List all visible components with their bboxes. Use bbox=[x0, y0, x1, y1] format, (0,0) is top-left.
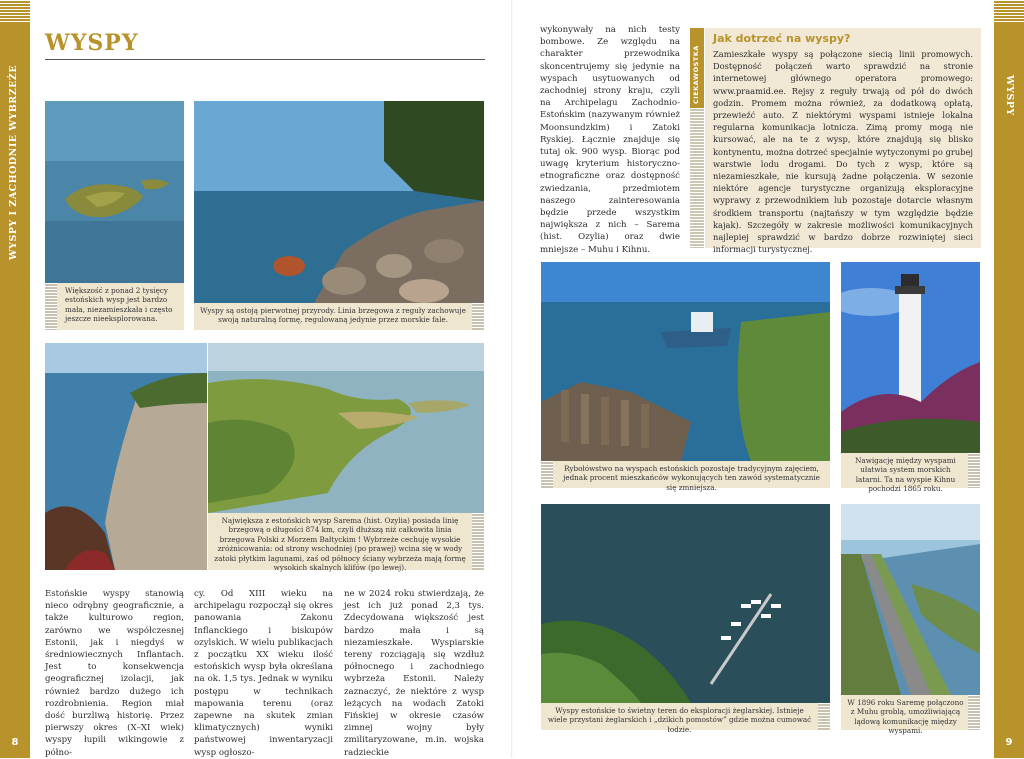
photo-marina bbox=[541, 504, 830, 703]
text-column-1: Estońskie wyspy stanowią nieco odrębny geograficznie, a także kulturowo region, zarówno we współczesnej Estonii, jak i niegdyś w średniowiecznych Inflantach. Jest to konsekwencja geograficznej izolacji, jak również bardzo dużego ich rozdrobnienia. Region miał dość burzliwą historię. Przez pierwszy okres (X–XI wiek) wyspy łupili wikingowie z półno- bbox=[45, 589, 184, 758]
page-number-left: 8 bbox=[11, 737, 19, 748]
caption-5: Nawigację między wyspami ułatwia system morskich latarni. Ta na wyspie Kihnu pochodzi 1865 roku. bbox=[841, 453, 980, 488]
left-sidebar bbox=[0, 0, 30, 758]
text-column-3: ne w 2024 roku stwierdzają, że jest ich już ponad 2,3 tys. Zdecydowana większość jest bardzo mała i są niezamieszkałe. Wyspiarskie tereny rozciągają się wzdłuż północnego i zachodniego wybrzeża Estonii. Należy zaznaczyć, że niektóre z wysp leżących na wodach Zatoki Fińskiej w okresie czasów zimnej wojny były zmilitaryzowane, m.in. wojska radzieckie bbox=[344, 589, 484, 758]
caption-7: W 1896 roku Saremę połączono z Muhu groblą, umożliwiającą lądową komunikację między wyspami. bbox=[841, 695, 980, 730]
caption-1: Większość z ponad 2 tysięcy estońskich wysp jest bardzo mała, niezamieszkała i często jeszcze nieeksplorowana. bbox=[45, 283, 184, 330]
right-side-label: WYSPY bbox=[1004, 75, 1015, 116]
caption-6: Wyspy estońskie to świetny teren do eksploracji żeglarskiej. Istnieje wiele przystani żeglarskich i „dzikich pomostów” gdzie można cumować łodzie. bbox=[541, 703, 830, 730]
info-box-heading: Jak dotrzeć na wyspy? bbox=[713, 32, 851, 45]
ciekawostka-tag: CIEKAWOSTKA bbox=[690, 28, 704, 108]
photo-cliff bbox=[45, 343, 207, 570]
text-column-2: cy. Od XIII wieku na archipelagu rozpoczął się okres panowania Zakonu Inflanckiego i biskupów ozylskich. W wielu publikacjach z początku XX wieku ilość estońskich wysp była określana na ok. 1,5 tys. Jednak w wyniku postępu w technikach mapowania terenu (oraz zapewne na skutek zmian klimatycznych) wyniki państwowej inwentaryzacji wysp ogłoszo- bbox=[194, 589, 333, 758]
photo-lighthouse bbox=[841, 262, 980, 453]
photo-causeway bbox=[841, 504, 980, 695]
photo-rocky-shore bbox=[194, 101, 484, 303]
info-box bbox=[705, 28, 981, 255]
caption-4: Rybołówstwo na wyspach estońskich pozostaje tradycyjnym zajęciem, jednak procent mieszkańców wykonujących ten zawód systematycznie się zmniejsza. bbox=[541, 461, 830, 488]
caption-3: Największa z estońskich wysp Sarema (hist. Ozylia) posiada linię brzegową o długości 874 km, czyli dłuższą niż całkowita linia brzegowa Polski z Morzem Bałtyckim ! Wybrzeże cechuję wysokie zróżnicowania: od strony wschodniej (po prawej) wcina się w wody zatoki płytkim lagunami, zaś od północy ściany wybrzeża mają formę wysokich skalnych klifów (po lewej). bbox=[208, 513, 484, 570]
info-box-text: Zamieszkałe wyspy są połączone siecią linii promowych. Dostępność połączeń warto sprawdzić na stronie internetowej głównego operatora promowego: www.praamid.ee. Rejsy z reguły trwają od pół do dwóch godzin. Promem można również, za dodatkową opłatą, przewieźć auto. Z niektórymi wyspami istnieje lokalna regularna komunikacja lotnicza. Zimą promy mogą nie kursować, ale na te z wysp, które znajdują się blisko kontynentu, można dotrzeć specjalnie wytyczonymi po grubej warstwie lodu drogami. Do tych z wysp, które są niezamieszkałe, nie kursują żadne połączenia. W sezonie niektóre agencje turystyczne organizują eksploracyjne wyprawy z przewodnikiem lub pozostaje dotarcie własnym środkiem transportu (najtańszy w tym względzie będzie kajak). Szczegóły w zakresie możliwości komunikacyjnych najlepiej sprawdzić w bardzo dobrze rozwiniętej sieci informacji turystycznej. bbox=[713, 49, 973, 255]
photo-aerial-lagoon bbox=[208, 343, 484, 513]
left-side-label: WYSPY I ZACHODNIE WYBRZEŻE bbox=[8, 64, 19, 260]
photo-fishing-boat bbox=[541, 262, 830, 461]
page-number-right: 9 bbox=[1005, 737, 1013, 748]
text-column-4: wykonywały na nich testy bombowe. Ze względu na charakter przewodnika skoncentrujemy się jedynie na wyspach usytuowanych od zachodniej strony kraju, czyli na Archipelagu Zachodnio-Estońskim (nazywanym również Moonsundzkim) i Zatoki Ryskiej. Łącznie znajduje się tutaj ok. 900 wysp. Biorąc pod uwagę kryterium historyczno-etnograficzne oraz dostępność zwiedzania, przedmiotem naszego zainteresowania będzie przede wszystkim największa z nich – Sarema (hist. Ozylia) oraz dwie mniejsze – Muhu i Kihnu. bbox=[540, 25, 680, 255]
page-title: WYSPY bbox=[45, 30, 139, 56]
right-sidebar bbox=[994, 0, 1024, 758]
photo-small-islet bbox=[45, 101, 184, 283]
caption-2: Wyspy są ostoją pierwotnej przyrody. Linia brzegowa z reguły zachowuje swoją naturalną formę, regulowaną jedynie przez morskie fale. bbox=[194, 303, 484, 330]
